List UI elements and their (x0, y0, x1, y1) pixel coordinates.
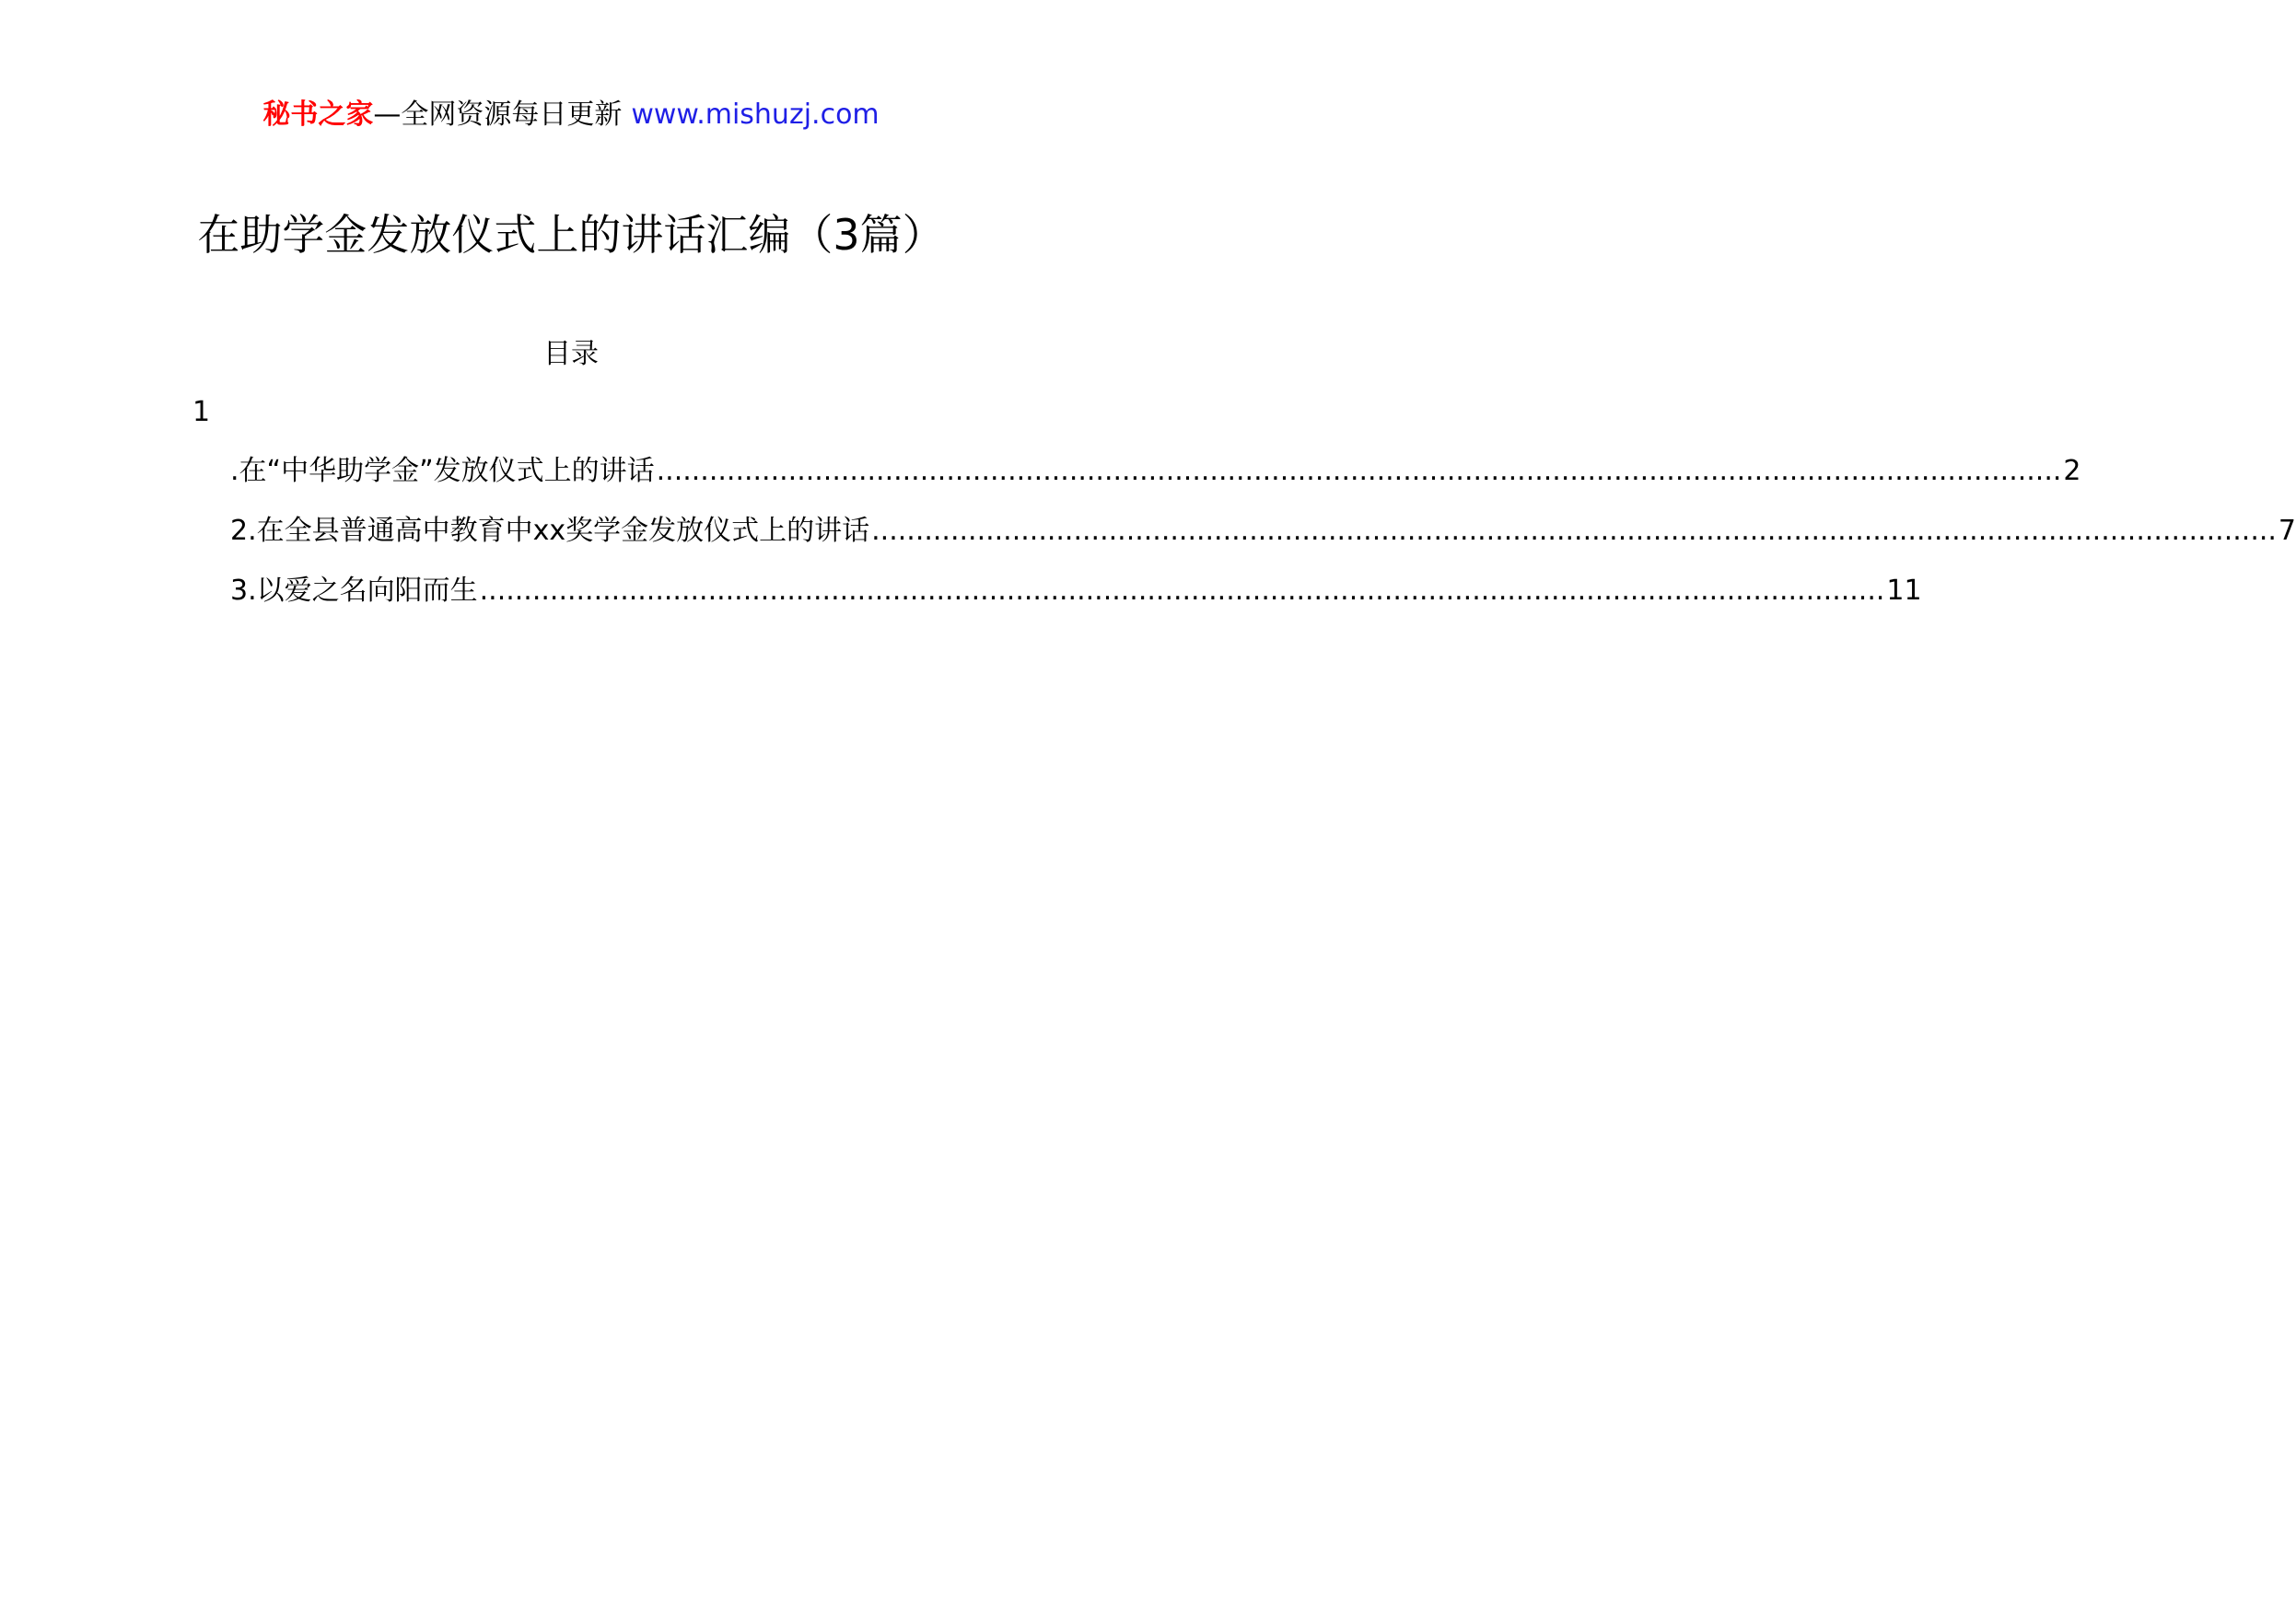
toc-entry-2[interactable] (230, 511, 2296, 552)
toc-entry-title: 3.以爱之名向阳而生 (230, 575, 478, 607)
table-of-contents (230, 451, 2296, 631)
toc-entry-page: 11 (1886, 575, 1922, 607)
toc-dot-leader: ................................................................................................................................................................ (479, 575, 1885, 607)
toc-entry-page: 2 (2063, 455, 2081, 487)
toc-level-marker: 1 (192, 396, 211, 428)
toc-entry-title: .在“中华助学金”发放仪式上的讲话 (230, 455, 655, 487)
toc-dot-leader: ................................................................................................................................................................ (656, 455, 2062, 487)
toc-entry-title: 2.在全县普通高中教育中xx奖学金发放仪式上的讲话 (230, 515, 870, 547)
document-title: 在助学金发放仪式上的讲话汇编（3篇） (197, 210, 945, 260)
site-url-link[interactable]: www.mishuzj.com (631, 99, 880, 131)
toc-dot-leader: ................................................................................................................................................................ (871, 515, 2277, 547)
toc-entry-page: 7 (2278, 515, 2296, 547)
site-header (0, 95, 1142, 135)
toc-heading: 目录 (543, 338, 599, 370)
site-tagline: —全网资源每日更新 (373, 99, 623, 131)
site-brand: 秘书之家 (262, 99, 374, 131)
toc-entry-3[interactable] (230, 571, 1922, 611)
toc-entry-1[interactable] (230, 451, 2081, 492)
